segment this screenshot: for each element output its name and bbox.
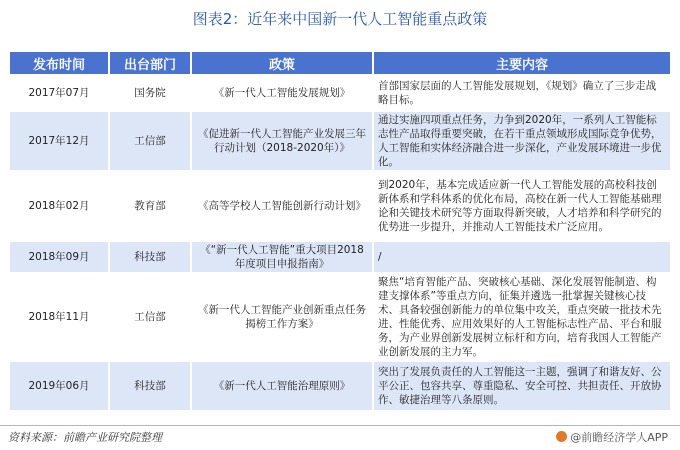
cell-department: 教育部	[110, 172, 192, 240]
cell-department: 科技部	[110, 362, 192, 410]
cell-date: 2018年11月	[10, 274, 110, 360]
cell-content: 通过实施四项重点任务，力争到2020年，一系列人工智能标志性产品取得重要突破，在若干重点领域形成国际竞争优势，人工智能和实体经济融合进一步深化，产业发展环境进一步优化。	[374, 112, 670, 170]
header-department: 出台部门	[110, 52, 192, 74]
cell-date: 2017年07月	[10, 76, 110, 110]
cell-content: 聚焦“培育智能产品、突破核心基础、深化发展智能制造、构建支撑体系”等重点方向，征集并遴选一批掌握关键核心技术、具备较强创新能力的单位集中攻关，重点突破一批技术先进、性能优秀、应用效果好的人工智能标志性产品、平台和服务，为产业界创新发展树立标杆和方向，培育我国人工智能产业创新发展的主力军。	[374, 274, 670, 360]
brand-text: @前瞻经济学人APP	[570, 431, 668, 444]
cell-policy: 《新一代人工智能产业创新重点任务揭榜工作方案》	[192, 274, 374, 360]
brand-logo-icon	[556, 431, 567, 442]
table-row	[10, 172, 670, 240]
table-header-row	[10, 52, 670, 74]
cell-policy: 《“新一代人工智能”重大项目2018年度项目申报指南》	[192, 242, 374, 272]
cell-content: /	[374, 242, 670, 272]
table-row	[10, 76, 670, 110]
table-row	[10, 274, 670, 360]
table-row	[10, 242, 670, 272]
policy-table	[10, 50, 670, 412]
source-note: 资料来源：前瞻产业研究院整理	[8, 431, 162, 444]
cell-date: 2017年12月	[10, 112, 110, 170]
cell-department: 国务院	[110, 76, 192, 110]
footer	[0, 425, 680, 446]
cell-department: 科技部	[110, 242, 192, 272]
table-row	[10, 112, 670, 170]
page-title: 图表2：近年来中国新一代人工智能重点政策	[192, 10, 488, 28]
table-row	[10, 362, 670, 410]
cell-policy: 《高等学校人工智能创新行动计划》	[192, 172, 374, 240]
cell-content: 到2020年，基本完成适应新一代人工智能发展的高校科技创新体系和学科体系的优化布局，高校在新一代人工智能基础理论和关键技术研究等方面取得新突破，人才培养和科学研究的优势进一步提升，并推动人工智能技术广泛应用。	[374, 172, 670, 240]
cell-policy: 《新一代人工智能发展规划》	[192, 76, 374, 110]
header-date: 发布时间	[10, 52, 110, 74]
cell-content: 首部国家层面的人工智能发展规划，《规划》确立了三步走战略目标。	[374, 76, 670, 110]
cell-policy: 《新一代人工智能治理原则》	[192, 362, 374, 410]
cell-date: 2018年02月	[10, 172, 110, 240]
cell-department: 工信部	[110, 112, 192, 170]
cell-policy: 《促进新一代人工智能产业发展三年行动计划（2018-2020年）》	[192, 112, 374, 170]
cell-department: 工信部	[110, 274, 192, 360]
header-content: 主要内容	[374, 52, 670, 74]
cell-date: 2019年06月	[10, 362, 110, 410]
brand-credit	[556, 429, 668, 445]
cell-date: 2018年09月	[10, 242, 110, 272]
header-policy: 政策	[192, 52, 374, 74]
cell-content: 突出了发展负责任的人工智能这一主题，强调了和谐友好、公平公正、包容共享、尊重隐私、安全可控、共担责任、开放协作、敏捷治理等八条原则。	[374, 362, 670, 410]
